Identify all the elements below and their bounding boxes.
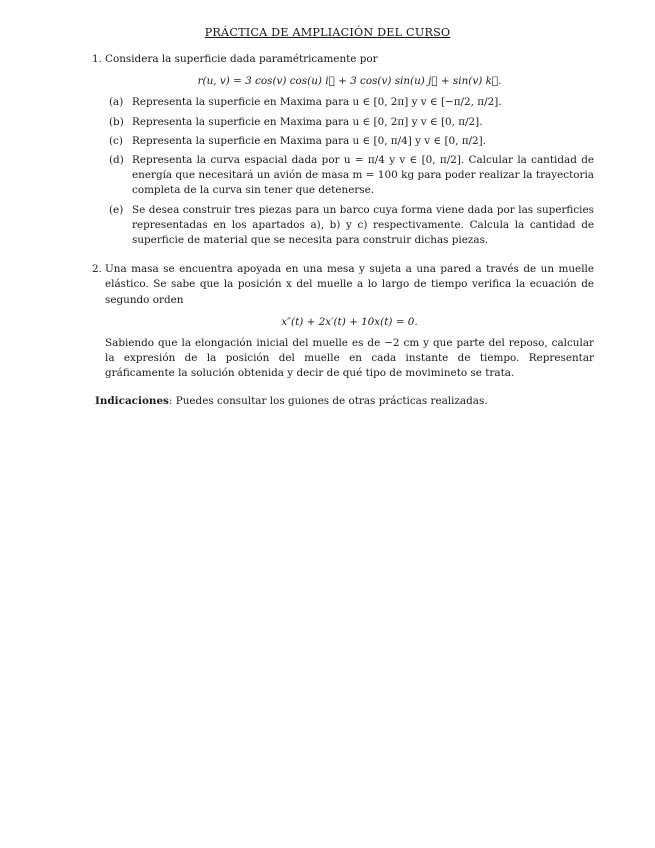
subitem-text: Representa la curva espacial dada por u = π/4 y v ∈ [0, π/2]. Calcular la cantidad de energía que necesitará un avión de masa m = 100 kg para poder realizar la trayectoria completa de la curva sin tener que detenerse.	[132, 154, 594, 197]
subitem-list	[105, 95, 594, 248]
subitem-label: (b)	[109, 115, 124, 128]
indications-text: : Puedes consultar los guiones de otras prácticas realizadas.	[168, 394, 488, 407]
exercise-text: Sabiendo que la elongación inicial del muelle es de −2 cm y que parte del reposo, calcular la expresión de la posición del muelle en cada instante de tiempo. Representar gráficamente la solución obtenida y decir de qué tipo de movimineto se trata.	[105, 337, 594, 380]
subitem-c	[105, 134, 594, 149]
subitem-label: (a)	[109, 96, 124, 109]
page-title: PRÁCTICA DE AMPLIACIÓN DEL CURSO	[204, 26, 451, 39]
subitem-text: Representa la superficie en Maxima para u ∈ [0, 2π] y v ∈ [−π/2, π/2].	[132, 96, 502, 109]
surface-formula: r(u, v) = 3 cos(v) cos(u) i⃗ + 3 cos(v) sin(u) j⃗ + sin(v) k⃗.	[197, 75, 502, 88]
subitem-text: Se desea construir tres piezas para un barco cuya forma viene dada por las superficies representadas en los apartados a), b) y c) respectivamente. Calcula la cantidad de superficie de material que se necesita para construir dichas piezas.	[132, 203, 594, 247]
indications-label: Indicaciones	[95, 394, 169, 407]
exercise-1	[92, 52, 594, 248]
exercise-intro: Una masa se encuentra apoyada en una mesa y sujeta a una pared a través de un muelle elástico. Se sabe que la posición x del muelle a lo largo de tiempo verifica la ecuación de segundo orden	[105, 263, 594, 306]
exercise-2	[92, 262, 594, 381]
ode-formula: x″(t) + 2x′(t) + 10x(t) = 0.	[281, 315, 418, 328]
indications	[92, 394, 594, 409]
document-body	[92, 52, 594, 409]
exercise-number: 2.	[92, 263, 102, 276]
exercise-number: 1.	[92, 53, 102, 65]
subitem-label: (d)	[109, 154, 124, 167]
subitem-text: Representa la superficie en Maxima para u ∈ [0, 2π] y v ∈ [0, π/2].	[132, 115, 483, 128]
subitem-a	[105, 95, 594, 110]
subitem-label: (e)	[109, 203, 124, 216]
subitem-e	[105, 203, 594, 249]
subitem-label: (c)	[109, 134, 123, 147]
exercise-intro: Considera la superficie dada paramétricamente por	[105, 53, 378, 65]
subitem-d	[105, 153, 594, 199]
subitem-b	[105, 115, 594, 130]
subitem-text: Representa la superficie en Maxima para u ∈ [0, π/4] y v ∈ [0, π/2].	[132, 134, 487, 147]
